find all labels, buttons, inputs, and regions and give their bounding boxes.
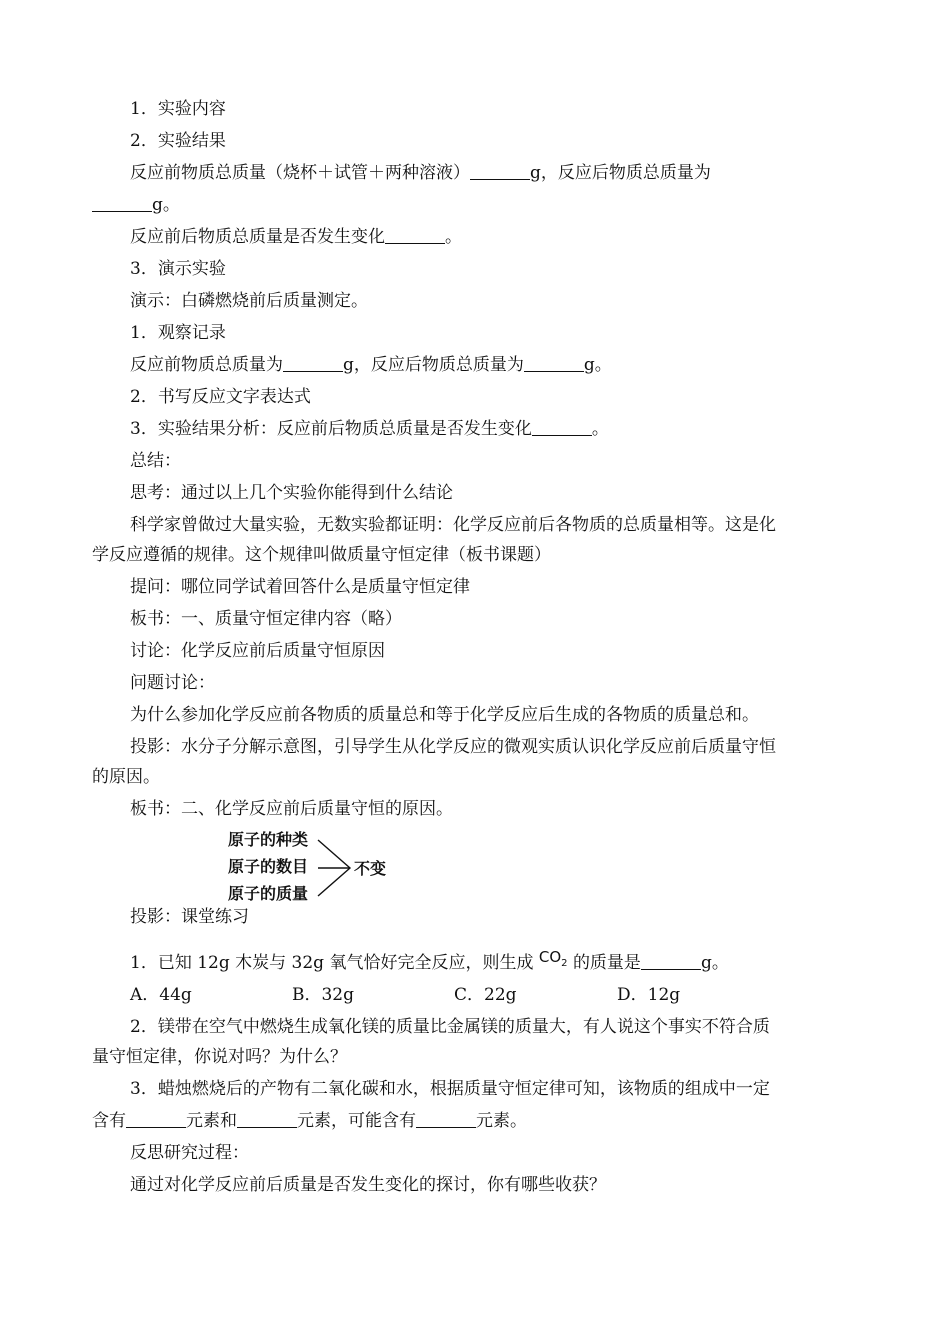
- text-line: 1．实验内容: [130, 99, 226, 119]
- atom-conservation-diagram: [228, 830, 398, 908]
- text-line: 3．蜡烛燃烧后的产物有二氧化碳和水，根据质量守恒定律可知，该物质的组成中一定: [130, 1079, 770, 1099]
- text-segment: 元素。: [476, 1111, 527, 1131]
- text-line: 2．书写反应文字表达式: [130, 387, 311, 407]
- text-line: [92, 194, 862, 216]
- text-line: 反思研究过程：: [130, 1143, 249, 1163]
- text-line: 问题讨论：: [130, 673, 215, 693]
- text-line: 1．观察记录: [130, 323, 226, 343]
- text-line: 为什么参加化学反应前各物质的质量总和等于化学反应后生成的各物质的质量总和。: [130, 705, 759, 725]
- text-line: 3．演示实验: [130, 259, 226, 279]
- text-line: 2．实验结果: [130, 131, 226, 151]
- text-line: 总结：: [130, 451, 181, 471]
- fill-blank: [385, 227, 445, 244]
- text-line: [130, 354, 862, 376]
- text-segment: g。: [583, 355, 612, 375]
- text-line: 思考：通过以上几个实验你能得到什么结论: [130, 483, 453, 503]
- fill-blank: [470, 163, 530, 180]
- text-line: [130, 226, 862, 248]
- text-line: 的原因。: [92, 767, 160, 787]
- diagram-result: 不变: [354, 859, 387, 878]
- text-line: [130, 948, 862, 981]
- text-line: 投影：水分子分解示意图，引导学生从化学反应的微观实质认识化学反应前后质量守恒: [130, 737, 776, 757]
- text-segment: 的质量是: [572, 953, 641, 973]
- co2-formula: $CO_2$: [538, 948, 568, 969]
- option-b: B．32g: [292, 985, 355, 1005]
- text-line: 板书：一、质量守恒定律内容（略）: [130, 609, 402, 629]
- diagram-label: 原子的数目: [228, 857, 309, 876]
- text-segment: 。: [445, 227, 462, 247]
- fill-blank: [237, 1111, 297, 1128]
- fill-blank: [416, 1111, 476, 1128]
- text-segment: 反应前物质总质量（烧杯＋试管＋两种溶液）: [130, 163, 470, 183]
- text-segment: 元素和: [186, 1111, 237, 1131]
- text-line: 投影：课堂练习: [130, 907, 249, 927]
- diagram-label: 原子的质量: [228, 884, 309, 903]
- text-line: 演示：白磷燃烧前后质量测定。: [130, 291, 368, 311]
- text-segment: 。: [591, 419, 609, 439]
- text-segment: g，反应后物质总质量为: [530, 163, 711, 183]
- text-line: 讨论：化学反应前后质量守恒原因: [130, 641, 385, 661]
- fill-blank: [524, 355, 584, 372]
- fill-blank: [92, 195, 152, 212]
- text-line: 通过对化学反应前后质量是否发生变化的探讨，你有哪些收获？: [130, 1175, 606, 1195]
- diagram-label: 原子的种类: [228, 830, 309, 849]
- text-segment: 反应前后物质总质量是否发生变化: [130, 227, 385, 247]
- options-row: [130, 984, 862, 1006]
- text-line: 板书：二、化学反应前后质量守恒的原因。: [130, 799, 453, 819]
- text-line: [130, 162, 862, 184]
- text-segment: 反应前物质总质量为: [130, 355, 283, 375]
- text-segment: 元素，可能含有: [297, 1111, 416, 1131]
- fill-blank: [283, 355, 343, 372]
- text-segment: g，反应后物质总质量为: [343, 355, 524, 375]
- text-segment: g。: [152, 195, 180, 215]
- text-line: [92, 1110, 862, 1132]
- fill-blank: [126, 1111, 186, 1128]
- option-a: A．44g: [130, 985, 192, 1005]
- text-line: 科学家曾做过大量实验，无数实验都证明：化学反应前后各物质的总质量相等。这是化: [130, 515, 776, 535]
- text-line: 提问：哪位同学试着回答什么是质量守恒定律: [130, 577, 470, 597]
- text-line: [130, 418, 862, 440]
- option-c: C．22g: [454, 985, 517, 1005]
- text-line: 量守恒定律，你说对吗？为什么？: [92, 1047, 347, 1067]
- text-segment: 1．已知 12g 木炭与 32g 氧气恰好完全反应，则生成: [130, 953, 534, 973]
- fill-blank: [641, 953, 701, 970]
- fill-blank: [532, 419, 592, 436]
- text-line: 2．镁带在空气中燃烧生成氧化镁的质量比金属镁的质量大，有人说这个事实不符合质: [130, 1017, 770, 1037]
- text-segment: 3．实验结果分析：反应前后物质总质量是否发生变化: [130, 419, 532, 439]
- text-segment: 含有: [92, 1111, 126, 1131]
- text-segment: g。: [700, 953, 729, 973]
- text-line: 学反应遵循的规律。这个规律叫做质量守恒定律（板书课题）: [92, 545, 551, 565]
- option-d: D．12g: [617, 985, 681, 1005]
